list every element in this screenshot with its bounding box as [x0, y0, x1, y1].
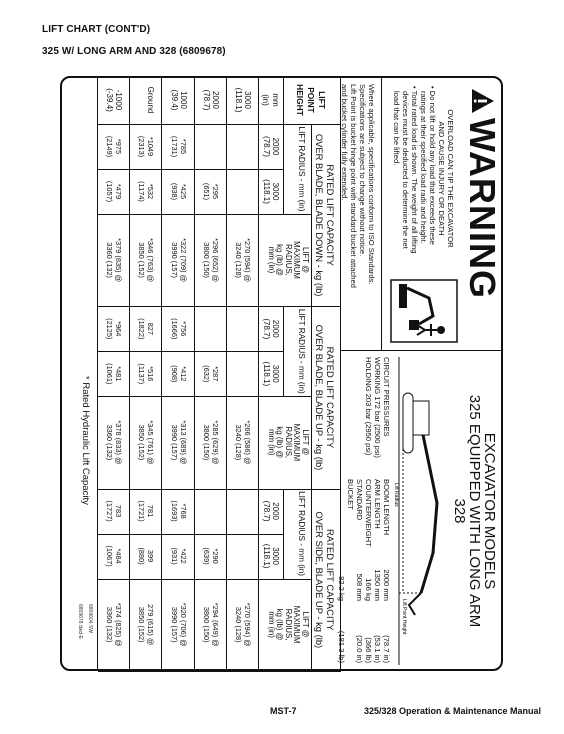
capacity-value: *768 — [178, 503, 188, 519]
capacity-value: *345 (761) @ — [146, 420, 156, 465]
diagram-lift-radius: Lift Radius — [393, 483, 399, 507]
excavator-lift-diagram — [395, 353, 443, 669]
lift-point-label-1: LIFT — [317, 91, 327, 109]
capacity-value: *964 — [114, 321, 124, 337]
max-radius-header: LIFT @ — [301, 247, 310, 273]
max-radius-header: kg (lb) @ — [275, 426, 285, 459]
capacity-cell — [170, 579, 188, 671]
max-radius-header: RADIUS, — [283, 244, 293, 276]
radius-header: LIFT RADIUS - mm (in) — [297, 126, 306, 212]
note-iso: Where applicable, specifications conform to ISO Standards. — [367, 84, 376, 285]
capacity-detail: 3850 (152) — [137, 242, 147, 279]
lift-point-label-3: HEIGHT — [295, 84, 305, 116]
spec-row — [364, 479, 373, 669]
capacity-cell — [170, 169, 188, 214]
capacity-detail: (1727) — [105, 500, 115, 522]
warning-bullet2-l3: load that can be lifted. — [392, 91, 401, 166]
max-radius-header: kg (lb) @ — [275, 608, 285, 641]
capacity-cell — [137, 169, 155, 214]
capacity-cell — [137, 306, 155, 351]
warning-bullet1-l1: • Do not lift or hold any load that exceeds these — [428, 86, 437, 245]
capacity-cell — [234, 214, 252, 306]
spec-metric: 2000 mm — [382, 569, 391, 601]
capacity-detail: 3850 (152) — [137, 606, 147, 643]
capacity-value: *425 — [178, 183, 188, 200]
pressure-working: WORKING 172 bar (2500 psi) — [373, 357, 382, 458]
models-subtitle2: 328 — [451, 498, 468, 524]
capacity-detail: (2313) — [137, 135, 147, 158]
warning-bullet1-l2: ratings at their specified load radii and height. — [419, 91, 428, 244]
spec-row — [373, 479, 382, 669]
capacity-cell — [234, 396, 252, 488]
capacity-value: *270 (594) @ — [243, 238, 252, 283]
excavator-lift-pictogram-icon — [389, 278, 459, 344]
capacity-value: *285 (629) @ — [210, 420, 220, 465]
capacity-cell — [105, 489, 123, 534]
capacity-detail: (1822) — [137, 318, 147, 340]
capacity-cell — [202, 534, 220, 579]
spec-imperial: (366 lb) — [364, 637, 373, 663]
capacity-value: *296 (652) @ — [210, 238, 220, 283]
spec-row — [337, 479, 346, 669]
capacity-cell — [105, 351, 123, 396]
capacity-detail: (1731) — [169, 135, 179, 158]
footer-page-number: MST-7 — [270, 706, 297, 716]
height-in: (118.1) — [234, 87, 243, 113]
warning-bullet2-l2: devices must be deducted to determine the net — [401, 91, 410, 249]
radius-mm: 2000 — [271, 502, 280, 520]
capacity-cell — [137, 579, 155, 671]
radius-in: (118.1) — [262, 179, 271, 204]
capacity-value: 827 — [146, 322, 156, 335]
capacity-cell — [202, 214, 220, 306]
capacity-cell — [137, 534, 155, 579]
radius-mm: 3000 — [271, 364, 280, 383]
capacity-value: *756 — [178, 321, 188, 337]
capacity-cell — [170, 489, 188, 534]
capacity-cell — [105, 306, 123, 351]
height-mm: 2000 — [210, 91, 220, 109]
capacity-detail: 3990 (157) — [169, 242, 179, 279]
capacity-value: *270 (594) @ — [243, 602, 252, 647]
capacity-detail: (880) — [137, 547, 147, 565]
group-title: RATED LIFT CAPACITY — [325, 528, 336, 631]
capacity-detail: 3360 (132) — [105, 424, 115, 461]
radius-header: LIFT RADIUS - mm (in) — [297, 491, 306, 577]
spec-row — [382, 479, 391, 669]
warning-bullet2-l1: • Total rated load is shown. The weight of all lifting — [410, 86, 419, 254]
spec-imperial: (53.1 in) — [373, 635, 382, 663]
page-header-title: LIFT CHART (CONT'D) — [42, 24, 151, 35]
capacity-cell — [105, 169, 123, 214]
max-radius-header: RADIUS, — [283, 608, 293, 641]
capacity-cell — [170, 306, 188, 351]
capacity-value: *532 — [146, 183, 156, 200]
max-radius-header: mm (in) — [266, 429, 276, 456]
lift-chart-sheet — [60, 76, 503, 671]
capacity-value: *320 (706) @ — [178, 602, 188, 647]
warning-triangle-icon — [471, 88, 495, 114]
capacity-detail: (931) — [169, 547, 179, 565]
models-subtitle1: 325 EQUIPPED WITH LONG ARM — [466, 394, 483, 628]
capacity-value: 279 (615) @ — [146, 604, 156, 646]
spec-metric: 82.2 kg — [337, 576, 346, 601]
spec-metric: 508 mm — [355, 573, 364, 601]
height-unit-in: (in) — [261, 94, 270, 106]
height-row-label — [170, 76, 188, 124]
group-title: RATED LIFT CAPACITY — [325, 164, 336, 266]
spec-label: ARM LENGTH — [373, 479, 382, 529]
capacity-cell — [105, 396, 123, 488]
spec-imperial: (78.7 in) — [382, 635, 391, 663]
spec-label: COUNTERWEIGHT — [364, 479, 373, 547]
capacity-detail: (2125) — [105, 318, 115, 340]
capacity-cell — [170, 396, 188, 488]
capacity-cell — [202, 351, 220, 396]
capacity-cell — [170, 124, 188, 169]
height-mm: Ground — [146, 86, 156, 114]
pressure-holding: HOLDING 203 bar (2950 psi) — [364, 357, 373, 456]
max-radius-header: kg (lb) @ — [275, 244, 285, 276]
radius-mm: 2000 — [271, 319, 280, 338]
spec-imperial: (181.3 lb) — [337, 630, 346, 663]
capacity-value: *266 (586) @ — [243, 420, 252, 465]
height-in: (39.4) — [169, 89, 179, 111]
capacity-detail: (1067) — [105, 545, 115, 567]
pressures-title: CIRCUIT PRESSURES — [382, 357, 391, 437]
radius-in: (118.1) — [262, 543, 271, 569]
capacity-cell — [170, 351, 188, 396]
capacity-detail: 3990 (157) — [169, 424, 179, 461]
group-subtitle: OVER BLADE, BLADE UP - kg (lb) — [314, 324, 325, 471]
warning-title: WARNING — [462, 118, 503, 299]
capacity-value: *294 (649) @ — [210, 602, 220, 647]
capacity-value: *975 — [114, 138, 124, 155]
models-panel — [337, 351, 503, 671]
height-mm: 1000 — [178, 91, 188, 109]
capacity-cell — [105, 579, 123, 671]
footer-manual-title: 325/328 Operation & Maintenance Manual — [364, 706, 542, 716]
spec-metric: 166 kg — [364, 578, 373, 601]
height-row-label — [105, 76, 123, 124]
capacity-cell — [170, 214, 188, 306]
group-subtitle: OVER SIDE, BLADE UP - kg (lb) — [314, 511, 325, 649]
capacity-cell — [202, 396, 220, 488]
height-in: (78.7) — [201, 89, 211, 111]
max-radius-header: LIFT @ — [301, 429, 310, 456]
spec-imperial: (20.0 in) — [355, 635, 364, 663]
page-header-model: 325 W/ LONG ARM AND 328 (6809678) — [42, 46, 226, 57]
height-row-label — [146, 76, 155, 124]
warning-tip-line1: OVERLOAD CAN TIP THE EXCAVATOR — [446, 109, 455, 248]
lift-point-label-2: POINT — [306, 87, 316, 113]
spec-label: STANDARD BUCKET — [346, 479, 364, 521]
height-mm: 3000 — [243, 91, 252, 109]
spec-label: BOOM LENGTH — [382, 479, 391, 536]
capacity-detail: 3800 (150) — [201, 242, 211, 279]
capacity-value: *374 (825) @ — [114, 602, 124, 647]
capacity-value: *322 (709) @ — [178, 238, 188, 283]
capacity-detail: 3990 (157) — [169, 606, 179, 643]
capacity-value: *287 — [210, 366, 220, 382]
radius-in: (78.7) — [262, 500, 271, 522]
capacity-cell — [170, 534, 188, 579]
radius-mm: 3000 — [271, 182, 280, 201]
group-subtitle: OVER BLADE, BLADE DOWN - kg (lb) — [314, 133, 325, 297]
max-radius-header: LIFT @ — [301, 611, 310, 638]
capacity-cell — [234, 579, 252, 671]
capacity-value: *295 — [210, 183, 220, 200]
capacity-detail: 3240 (128) — [234, 606, 243, 643]
max-radius-header: RADIUS, — [283, 426, 293, 459]
height-mm: -1000 — [114, 89, 124, 111]
capacity-detail: (1666) — [169, 318, 179, 340]
capacity-cell — [137, 214, 155, 306]
note-bucket: and bucket cylinder fully extended. — [340, 84, 349, 201]
notes-panel — [341, 76, 381, 351]
radius-header: LIFT RADIUS - mm (in) — [297, 308, 306, 394]
capacity-cell — [137, 489, 155, 534]
capacity-detail: 3800 (150) — [201, 606, 211, 643]
capacity-detail: (908) — [169, 365, 179, 383]
capacity-cell — [137, 351, 155, 396]
capacity-value: *378 (833) @ — [114, 420, 124, 465]
capacity-detail: (1693) — [169, 500, 179, 522]
capacity-detail: (1061) — [105, 363, 115, 385]
note-change: Specifications are subject to change without notice. — [358, 84, 367, 257]
capacity-value: *346 (763) @ — [146, 238, 156, 283]
capacity-detail: (651) — [201, 182, 211, 201]
radius-in: (118.1) — [262, 361, 271, 387]
height-unit-mm: mm — [271, 93, 280, 107]
radius-mm: 3000 — [271, 547, 280, 565]
capacity-value: *479 — [114, 183, 124, 200]
capacity-cell — [105, 124, 123, 169]
radius-in: (78.7) — [262, 136, 271, 157]
capacity-detail: (632) — [201, 365, 211, 383]
capacity-cell — [202, 169, 220, 214]
max-radius-header: mm (in) — [266, 246, 276, 274]
capacity-value: *422 — [178, 548, 188, 564]
capacity-detail: (1137) — [137, 363, 147, 385]
warning-panel — [381, 76, 503, 351]
capacity-value: *1049 — [146, 136, 156, 157]
capacity-detail: 3240 (128) — [234, 242, 243, 279]
capacity-detail: (1721) — [137, 500, 147, 522]
capacity-value: *516 — [146, 366, 156, 382]
capacity-value: *785 — [178, 138, 188, 155]
capacity-value: 783 — [114, 504, 124, 518]
capacity-value: *313 (689) @ — [178, 420, 188, 465]
capacity-detail: (2149) — [105, 135, 115, 158]
height-row-label — [202, 76, 220, 124]
max-radius-header: MAXIMUM — [292, 423, 302, 462]
capacity-cell — [137, 396, 155, 488]
capacity-detail: (1174) — [137, 181, 147, 202]
capacity-detail: 3360 (132) — [105, 242, 115, 279]
capacity-value: *290 — [210, 548, 220, 564]
capacity-value: *379 (835) @ — [114, 238, 124, 283]
capacity-detail: (639) — [201, 547, 211, 565]
radius-mm: 2000 — [271, 137, 280, 156]
capacity-value: 399 — [146, 549, 156, 563]
code-small: 6809604 SW — [87, 604, 93, 633]
models-title: EXCAVATOR MODELS — [481, 432, 498, 590]
max-radius-header: MAXIMUM — [292, 605, 302, 644]
capacity-detail: (1057) — [105, 180, 115, 203]
radius-in: (78.7) — [262, 318, 271, 340]
capacity-detail: 3240 (128) — [234, 424, 243, 461]
max-radius-header: mm (in) — [266, 611, 276, 638]
max-radius-header: MAXIMUM — [292, 241, 302, 279]
capacity-detail: (938) — [169, 182, 179, 201]
capacity-detail: 3360 (132) — [105, 606, 115, 643]
capacity-cell — [105, 214, 123, 306]
spec-label — [337, 479, 346, 553]
capacity-cell — [202, 579, 220, 671]
warning-tip-line2: AND CAUSE INJURY OR DEATH — [437, 121, 446, 236]
capacity-value: 781 — [146, 504, 156, 518]
height-row-label — [234, 76, 252, 124]
capacity-value: *412 — [178, 366, 188, 382]
note-lift-point: Lift Point is bucket hinge point with standard bucket attached — [349, 84, 358, 288]
footnote-hydraulic: * Rated Hydraulic Lift Capacity — [80, 376, 91, 505]
capacity-cell — [105, 534, 123, 579]
spec-metric: 1350 mm — [373, 569, 382, 601]
group-title: RATED LIFT CAPACITY — [325, 346, 336, 449]
capacity-detail: 3850 (152) — [137, 424, 147, 461]
capacity-detail: 3800 (150) — [201, 424, 211, 461]
diagram-lift-point-height: Lift Point Height — [401, 599, 407, 635]
capacity-cell — [137, 124, 155, 169]
spec-row — [346, 479, 364, 669]
height-in: (-39.4) — [105, 88, 115, 112]
capacity-value: *481 — [114, 366, 124, 382]
diagram-code: 6809678 dwd-E — [77, 604, 83, 640]
capacity-value: *484 — [114, 548, 124, 564]
